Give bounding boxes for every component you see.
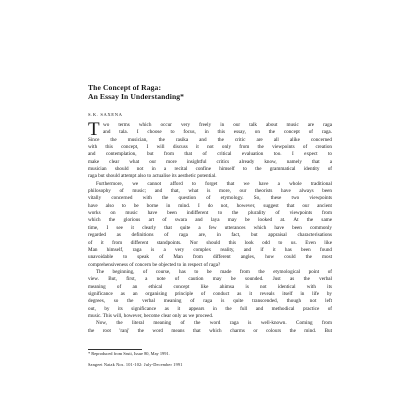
paragraph-line: comprehensiveness of concern be objected to in respect of raga? — [88, 261, 221, 268]
drop-cap: T — [88, 119, 100, 140]
paragraph-line: The beginning, of course, has to be made from the etymological point of — [96, 268, 332, 275]
paragraph-line: make clear what our more insightful critics already know, namely that a — [88, 158, 332, 165]
paragraph-line: and contemplation, but from that of critical evaluation too. I expect to — [88, 151, 332, 158]
paragraph-line: and tala. I choose to focus, in this essay, on the concept of raga. — [103, 129, 332, 136]
paragraph-line: works on music have been indifferent to the plurality of viewpoints from — [88, 210, 332, 217]
paragraph-line: music. This will, however, become clear only as we proceed. — [88, 312, 214, 319]
article-author: S.K. SAXENA — [88, 112, 123, 117]
journal-citation: Sangeet Natak Nos. 101-102: July-December 1991 — [88, 362, 183, 367]
paragraph-2 — [88, 181, 332, 269]
paragraph-line: have also to be borne in mind. I do not, however, suggest that our ancient — [88, 202, 332, 209]
paragraph-line: Now, the literal meaning of the word raga is well-known. Coming from — [96, 320, 332, 327]
article-title — [88, 83, 348, 101]
paragraph-line: out, by its significance as it appears in the full and methodical practice of — [88, 305, 332, 312]
paragraph-4 — [88, 320, 332, 335]
paragraph-line: which the glorious art of swara and laya may be looked at. At the same — [88, 217, 332, 224]
paragraph-line: unavoidable to speak of Man from different angles, how could the most — [88, 254, 332, 261]
paragraph-line: the root 'ranj' the word means that which charms or colours the mind. But — [88, 327, 332, 334]
paragraph-line: musician should not in a recital confine himself to the grammatical identity of — [88, 166, 332, 173]
paragraph-line: regarded as definitions of raga are, in fact, but appraisal characterisations — [88, 232, 332, 239]
paragraph-line: meaning of an ethical concept like ahimsa is not identical with its — [88, 283, 332, 290]
paragraph-1 — [88, 119, 332, 181]
paragraph-line: view. But, first, a note of caution may be sounded. Just as the verbal — [88, 276, 332, 283]
paragraph-line: degrees, so the verbal meaning of raga is quite transcended, though not left — [88, 298, 332, 305]
paragraph-line: time, I see it clearly that quite a few utterances which have been commonly — [88, 224, 332, 231]
footnote-divider — [88, 349, 142, 350]
article-body — [88, 119, 332, 335]
paragraph-3 — [88, 269, 332, 320]
paragraph-line: significance as an organising principle of conduct as it reveals itself in life by — [88, 290, 332, 297]
article-title-line-2: An Essay In Understanding* — [88, 92, 185, 101]
paragraph-line: Furthermore, we cannot afford to forget that we have a whole traditional — [96, 180, 332, 187]
article-title-line-1: The Concept of Raga: — [88, 83, 162, 92]
paragraph-line: vitally concerned with the question of etymology. So, these two viewpoints — [88, 195, 332, 202]
paragraph-line: philosophy of music; and that, what is more, our theorists have always been — [88, 188, 332, 195]
paragraph-line: with this concept, I will discuss it not only from the viewpoints of creation — [88, 144, 332, 151]
paragraph-line: Since the musician, the rasika and the critic are all alike concerned — [88, 136, 332, 143]
paragraph-line: raga but should attempt also to actualise its aesthetic potential. — [88, 173, 217, 180]
paragraph-line: Man himself, raga is a very complex reality, and if it has been found — [88, 246, 332, 253]
paragraph-line: of it from different standpoints. Nor should this look odd to us. Even like — [88, 239, 332, 246]
footnote: * Reproduced from Sruti, Issue 80, May 1991. — [88, 351, 170, 356]
paragraph-line: wo terms which occur very freely in our talk about music are raga — [103, 122, 332, 128]
